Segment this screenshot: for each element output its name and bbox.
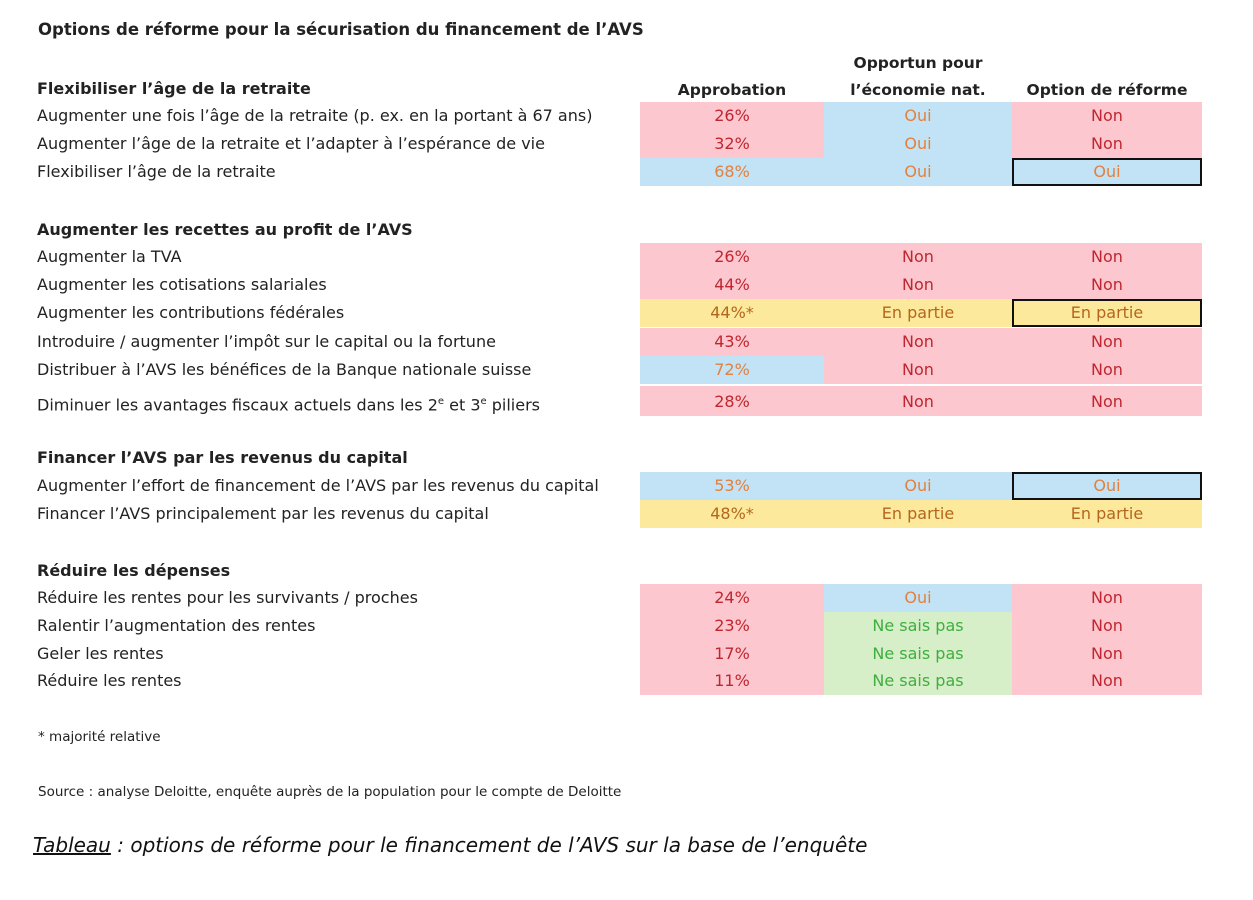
approbation-cell: 48%* bbox=[640, 500, 824, 528]
table-row bbox=[0, 328, 1253, 356]
opportun-cell: Oui bbox=[824, 102, 1012, 130]
option-cell: Non bbox=[1012, 640, 1202, 668]
opportun-cell: Oui bbox=[824, 130, 1012, 158]
table-row bbox=[0, 271, 1253, 299]
opportun-cell: Non bbox=[824, 271, 1012, 299]
approbation-cell: 23% bbox=[640, 612, 824, 640]
superscript: e bbox=[480, 396, 487, 407]
row-label-part: et 3 bbox=[444, 395, 481, 415]
row-label: Augmenter une fois l’âge de la retraite (p. ex. en la portant à 67 ans) bbox=[37, 106, 593, 125]
row-label: Flexibiliser l’âge de la retraite bbox=[37, 162, 276, 181]
table-row bbox=[0, 472, 1253, 500]
opportun-cell: Oui bbox=[824, 472, 1012, 500]
option-cell-highlighted: Oui bbox=[1012, 472, 1202, 500]
row-label: Réduire les rentes pour les survivants / proches bbox=[37, 588, 418, 607]
header-opportun-line2: l’économie nat. bbox=[850, 81, 986, 99]
opportun-cell: Oui bbox=[824, 158, 1012, 186]
option-cell: Non bbox=[1012, 584, 1202, 612]
approbation-cell: 53% bbox=[640, 472, 824, 500]
approbation-cell: 68% bbox=[640, 158, 824, 186]
header-approbation: Approbation bbox=[677, 81, 787, 99]
row-label bbox=[37, 386, 540, 416]
section-heading-depenses: Réduire les dépenses bbox=[37, 561, 231, 580]
approbation-cell: 26% bbox=[640, 243, 824, 271]
row-label: Distribuer à l’AVS les bénéfices de la Banque nationale suisse bbox=[37, 360, 532, 379]
section-heading-recettes: Augmenter les recettes au profit de l’AVS bbox=[37, 220, 413, 239]
option-cell: Non bbox=[1012, 667, 1202, 695]
section-heading-age: Flexibiliser l’âge de la retraite bbox=[37, 79, 311, 98]
approbation-cell: 44%* bbox=[640, 299, 824, 327]
opportun-cell: Non bbox=[824, 356, 1012, 384]
table-title: Options de réforme pour la sécurisation du financement de l’AVS bbox=[38, 20, 644, 39]
option-cell: Non bbox=[1012, 102, 1202, 130]
opportun-cell: En partie bbox=[824, 500, 1012, 528]
approbation-cell: 17% bbox=[640, 640, 824, 668]
option-cell: En partie bbox=[1012, 500, 1202, 528]
row-label: Augmenter la TVA bbox=[37, 247, 182, 266]
row-label: Augmenter l’âge de la retraite et l’adapter à l’espérance de vie bbox=[37, 134, 545, 153]
row-label: Geler les rentes bbox=[37, 644, 164, 663]
table-row bbox=[0, 640, 1253, 668]
table-row bbox=[0, 584, 1253, 612]
table-row bbox=[0, 299, 1253, 327]
option-cell: Non bbox=[1012, 386, 1202, 416]
table-row bbox=[0, 356, 1253, 384]
approbation-cell: 28% bbox=[640, 386, 824, 416]
approbation-cell: 44% bbox=[640, 271, 824, 299]
row-label: Augmenter les contributions fédérales bbox=[37, 303, 345, 322]
option-cell: Non bbox=[1012, 130, 1202, 158]
table-row bbox=[0, 158, 1253, 186]
option-cell: Non bbox=[1012, 271, 1202, 299]
table-row bbox=[0, 667, 1253, 695]
opportun-cell: Non bbox=[824, 328, 1012, 356]
row-label-part: piliers bbox=[486, 395, 540, 415]
option-cell: Non bbox=[1012, 243, 1202, 271]
table-caption bbox=[33, 833, 867, 857]
option-cell-highlighted: Oui bbox=[1012, 158, 1202, 186]
approbation-cell: 24% bbox=[640, 584, 824, 612]
row-label: Augmenter l’effort de financement de l’AVS par les revenus du capital bbox=[37, 476, 599, 495]
table-row bbox=[0, 612, 1253, 640]
approbation-cell: 32% bbox=[640, 130, 824, 158]
opportun-cell: Ne sais pas bbox=[824, 612, 1012, 640]
header-option: Option de réforme bbox=[1026, 81, 1188, 99]
approbation-cell: 43% bbox=[640, 328, 824, 356]
row-label: Réduire les rentes bbox=[37, 671, 182, 690]
row-label-part: Diminuer les avantages fiscaux actuels dans les 2 bbox=[37, 395, 438, 415]
option-cell: Non bbox=[1012, 328, 1202, 356]
superscript: e bbox=[437, 396, 445, 407]
row-label: Financer l’AVS principalement par les revenus du capital bbox=[37, 504, 489, 523]
opportun-cell: Non bbox=[824, 243, 1012, 271]
caption-text: : options de réforme pour le financement de l’AVS sur la base de l’enquête bbox=[110, 833, 868, 857]
opportun-cell: Oui bbox=[824, 584, 1012, 612]
table-row bbox=[0, 500, 1253, 528]
opportun-cell: En partie bbox=[824, 299, 1012, 327]
option-cell-highlighted: En partie bbox=[1012, 299, 1202, 327]
opportun-cell: Non bbox=[824, 386, 1012, 416]
caption-label: Tableau bbox=[33, 833, 111, 857]
footnote: * majorité relative bbox=[38, 729, 161, 745]
approbation-cell: 11% bbox=[640, 667, 824, 695]
row-label: Ralentir l’augmentation des rentes bbox=[37, 616, 316, 635]
row-label: Introduire / augmenter l’impôt sur le capital ou la fortune bbox=[37, 332, 496, 351]
table-row bbox=[0, 386, 1253, 416]
approbation-cell: 26% bbox=[640, 102, 824, 130]
option-cell: Non bbox=[1012, 356, 1202, 384]
table-row bbox=[0, 243, 1253, 271]
approbation-cell: 72% bbox=[640, 356, 824, 384]
table-row bbox=[0, 102, 1253, 130]
section-heading-capital: Financer l’AVS par les revenus du capital bbox=[37, 448, 408, 467]
header-opportun-line1: Opportun pour bbox=[853, 54, 983, 72]
row-label: Augmenter les cotisations salariales bbox=[37, 275, 327, 294]
option-cell: Non bbox=[1012, 612, 1202, 640]
source-note: Source : analyse Deloitte, enquête auprès de la population pour le compte de Deloitte bbox=[38, 784, 622, 800]
table-row bbox=[0, 130, 1253, 158]
opportun-cell: Ne sais pas bbox=[824, 667, 1012, 695]
opportun-cell: Ne sais pas bbox=[824, 640, 1012, 668]
